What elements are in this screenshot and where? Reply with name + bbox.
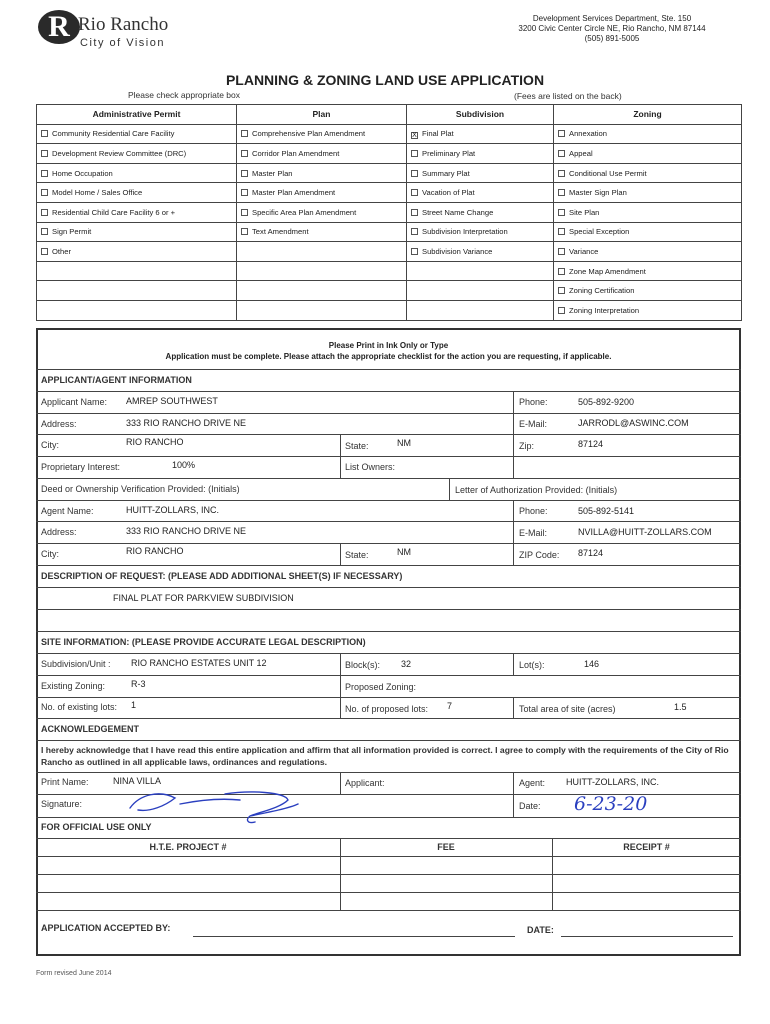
checkbox[interactable] <box>558 209 565 216</box>
agent-city-field[interactable]: RIO RANCHO <box>126 546 184 556</box>
checkbox-label: Subdivision Interpretation <box>422 227 508 237</box>
deed-label: Deed or Ownership Verification Provided: (Initials) <box>41 484 240 494</box>
checkbox-label: Summary Plat <box>422 168 470 178</box>
category-cell[interactable] <box>37 242 237 262</box>
official-col-fee: FEE <box>437 842 455 852</box>
checkbox[interactable] <box>411 248 418 255</box>
category-cell[interactable] <box>554 261 742 281</box>
checkbox[interactable]: X <box>412 131 417 139</box>
checkbox[interactable] <box>41 209 48 216</box>
checkbox[interactable] <box>41 170 48 177</box>
checkbox[interactable] <box>558 150 565 157</box>
category-cell[interactable] <box>37 183 237 203</box>
category-cell[interactable] <box>237 163 407 183</box>
accepted-date-line[interactable] <box>561 936 733 937</box>
agent-city-label: City: <box>41 549 59 559</box>
category-header: Zoning <box>554 105 742 125</box>
subdivision-label: Subdivision/Unit : <box>41 659 111 669</box>
check-note: Please check appropriate box <box>128 90 240 100</box>
checkbox-label: Vacation of Plat <box>422 188 475 198</box>
category-cell[interactable] <box>37 202 237 222</box>
letter-label: Letter of Authorization Provided: (Initials) <box>455 485 618 495</box>
checkbox[interactable] <box>241 170 248 177</box>
official-col-project: H.T.E. PROJECT # <box>149 842 227 852</box>
checkbox[interactable] <box>411 228 418 235</box>
applicant-email-field[interactable]: JARRODL@ASWINC.COM <box>578 418 689 428</box>
category-row <box>37 242 742 262</box>
category-cell <box>407 300 554 320</box>
category-cell[interactable] <box>237 202 407 222</box>
official-col-receipt: RECEIPT # <box>623 842 670 852</box>
agent-state-label: State: <box>345 550 369 560</box>
proposed-lots-label: No. of proposed lots: <box>345 704 429 714</box>
checkbox-label: Master Plan Amendment <box>252 188 336 198</box>
official-header: FOR OFFICIAL USE ONLY <box>41 822 152 832</box>
category-row <box>37 183 742 203</box>
checkbox[interactable] <box>558 248 565 255</box>
checkbox-label: Zoning Interpretation <box>569 305 640 315</box>
checkbox-label: Master Plan <box>252 168 293 178</box>
category-cell[interactable] <box>237 124 407 144</box>
agent-state-field[interactable]: NM <box>397 547 411 557</box>
agent-address-field[interactable]: 333 RIO RANCHO DRIVE NE <box>126 526 247 536</box>
category-cell <box>237 281 407 301</box>
checkbox-label: Sign Permit <box>52 227 92 237</box>
accepted-by-label: APPLICATION ACCEPTED BY: <box>41 923 171 933</box>
checkbox[interactable] <box>558 228 565 235</box>
category-row <box>37 202 742 222</box>
date-label: Date: <box>519 801 541 811</box>
agent-email-field[interactable]: NVILLA@HUITT-ZOLLARS.COM <box>578 527 712 537</box>
applicant-city-field[interactable]: RIO RANCHO <box>126 437 184 447</box>
proposed-lots-field[interactable]: 7 <box>447 701 453 711</box>
checkbox[interactable] <box>41 228 48 235</box>
print-name-field[interactable]: NINA VILLA <box>113 776 162 786</box>
date-field[interactable]: 6-23-20 <box>574 793 648 815</box>
category-cell[interactable] <box>37 163 237 183</box>
applicant-address-label: Address: <box>41 419 77 429</box>
category-cell[interactable] <box>554 202 742 222</box>
category-cell[interactable] <box>554 281 742 301</box>
checkbox-label: Preliminary Plat <box>422 148 476 158</box>
checkbox[interactable] <box>411 150 418 157</box>
checkbox[interactable] <box>558 189 565 196</box>
proposed-zoning-label: Proposed Zoning: <box>345 682 417 692</box>
checkbox[interactable] <box>41 130 48 137</box>
applicant-email-label: E-Mail: <box>519 419 548 429</box>
category-header: Plan <box>237 105 407 125</box>
print-name-label: Print Name: <box>41 777 89 787</box>
logo-name: Rio Rancho <box>78 14 169 35</box>
checkbox-label: Home Occupation <box>52 168 113 178</box>
description-header: DESCRIPTION OF REQUEST: (PLEASE ADD ADDITIONAL SHEET(S) IF NECESSARY) <box>41 571 403 581</box>
category-cell[interactable] <box>554 144 742 164</box>
checkbox-label: Final Plat <box>422 128 454 138</box>
subdivision-field[interactable]: RIO RANCHO ESTATES UNIT 12 <box>131 658 267 668</box>
page-title: PLANNING & ZONING LAND USE APPLICATION <box>225 72 545 88</box>
ack-text: I hereby acknowledge that I have read this entire application and affirm that all information provided is correct. I agree to comply with the requirements of the City of Rio Rancho as outlined in all applicable laws, ordinances and regulations. <box>41 745 729 767</box>
agent-phone-field[interactable]: 505-892-5141 <box>578 506 635 516</box>
checkbox-label: Zone Map Amendment <box>569 266 646 276</box>
category-row <box>37 163 742 183</box>
applicant-phone-field[interactable]: 505-892-9200 <box>578 397 635 407</box>
category-row <box>37 222 742 242</box>
checkbox[interactable] <box>241 130 248 137</box>
category-cell[interactable] <box>407 202 554 222</box>
category-cell[interactable] <box>37 124 237 144</box>
signature-scribble[interactable] <box>120 786 320 826</box>
category-cell[interactable] <box>37 144 237 164</box>
category-cell[interactable] <box>237 183 407 203</box>
checkbox[interactable] <box>411 170 418 177</box>
category-cell[interactable] <box>407 163 554 183</box>
owners-label: List Owners: <box>345 462 396 472</box>
category-header: Subdivision <box>407 105 554 125</box>
agent-address-label: Address: <box>41 527 77 537</box>
category-row <box>37 281 742 301</box>
agent-label: Agent: <box>519 778 546 788</box>
checkbox-label: Variance <box>569 246 599 256</box>
lots-label: Lot(s): <box>519 660 545 670</box>
complete-instruction: Application must be complete. Please attach the appropriate checklist for the action you are requesting, if applicable. <box>165 352 612 361</box>
checkbox[interactable] <box>558 287 565 294</box>
lots-field[interactable]: 146 <box>584 659 600 669</box>
category-cell[interactable] <box>407 144 554 164</box>
category-row <box>37 124 742 144</box>
category-cell[interactable] <box>554 300 742 320</box>
applicant-name-field[interactable]: AMREP SOUTHWEST <box>126 396 218 406</box>
checkbox[interactable] <box>241 209 248 216</box>
blocks-label: Block(s): <box>345 660 381 670</box>
checkbox-label: Specific Area Plan Amendment <box>252 207 357 217</box>
blocks-field[interactable]: 32 <box>401 659 412 669</box>
checkbox-label: Zoning Certification <box>569 286 635 296</box>
category-cell[interactable] <box>407 242 554 262</box>
checkbox-label: Other <box>52 246 71 256</box>
checkbox-label: Site Plan <box>569 207 600 217</box>
logo-tagline: City of Vision <box>80 37 165 49</box>
category-cell[interactable] <box>407 124 554 144</box>
checkbox-label: Text Amendment <box>252 227 309 237</box>
checkbox-label: Corridor Plan Amendment <box>252 148 340 158</box>
area-label: Total area of site (acres) <box>519 704 616 714</box>
checkbox-label: Conditional Use Permit <box>569 168 647 178</box>
category-row <box>37 261 742 281</box>
applicant-zip-field[interactable]: 87124 <box>578 439 604 449</box>
category-cell[interactable] <box>554 183 742 203</box>
print-instruction: Please Print in Ink Only or Type <box>328 341 449 350</box>
category-cell <box>37 261 237 281</box>
dept-line-2: 3200 Civic Center Circle NE, Rio Rancho, NM 87144 <box>518 24 706 33</box>
agent-name-label: Agent Name: <box>41 506 94 516</box>
agent-name-sign-field[interactable]: HUITT-ZOLLARS, INC. <box>566 777 660 787</box>
applicant-phone-label: Phone: <box>519 397 548 407</box>
footer-revision: Form revised June 2014 <box>36 970 112 977</box>
checkbox[interactable] <box>241 189 248 196</box>
accepted-by-line[interactable] <box>193 936 515 937</box>
applicant-city-label: City: <box>41 440 59 450</box>
city-logo: R <box>38 10 80 44</box>
applicant-state-label: State: <box>345 441 369 451</box>
category-row <box>37 144 742 164</box>
category-cell[interactable] <box>237 144 407 164</box>
category-header: Administrative Permit <box>37 105 237 125</box>
checkbox[interactable] <box>241 150 248 157</box>
checkbox-label: Development Review Committee (DRC) <box>52 148 187 158</box>
checkbox[interactable] <box>41 189 48 196</box>
checkbox-label: Street Name Change <box>422 207 494 217</box>
agent-email-label: E-Mail: <box>519 528 548 538</box>
area-field[interactable]: 1.5 <box>674 702 687 712</box>
checkbox-label: Annexation <box>569 129 607 139</box>
checkbox-label: Comprehensive Plan Amendment <box>252 129 366 139</box>
applicant-name-label: Applicant Name: <box>41 397 108 407</box>
department-address <box>492 14 732 44</box>
dept-line-3: (505) 891-5005 <box>584 34 640 43</box>
checkbox-label: Model Home / Sales Office <box>52 188 143 198</box>
accepted-date-label: DATE: <box>527 925 554 935</box>
checkbox[interactable] <box>411 189 418 196</box>
checkbox-label: Subdivision Variance <box>422 246 493 256</box>
agent-zip-label: ZIP Code: <box>519 550 560 560</box>
interest-field[interactable]: 100% <box>172 460 196 470</box>
checkbox[interactable] <box>41 150 48 157</box>
checkbox-label: Special Exception <box>569 227 630 237</box>
existing-zoning-label: Existing Zoning: <box>41 681 106 691</box>
existing-lots-field[interactable]: 1 <box>131 700 137 710</box>
category-cell <box>237 300 407 320</box>
category-cell <box>407 281 554 301</box>
agent-phone-label: Phone: <box>519 506 548 516</box>
applicant-signature-label: Applicant: <box>345 778 385 788</box>
checkbox[interactable] <box>558 130 565 137</box>
signature-label: Signature: <box>41 799 83 809</box>
category-table <box>36 104 742 321</box>
applicant-address-field[interactable]: 333 RIO RANCHO DRIVE NE <box>126 418 247 428</box>
checkbox[interactable] <box>411 209 418 216</box>
checkbox-label: Residential Child Care Facility 6 or + <box>52 207 176 217</box>
applicant-zip-label: Zip: <box>519 441 535 451</box>
ack-header: ACKNOWLEDGEMENT <box>41 724 139 734</box>
existing-zoning-field[interactable]: R-3 <box>131 679 146 689</box>
existing-lots-label: No. of existing lots: <box>41 702 118 712</box>
checkbox[interactable] <box>558 170 565 177</box>
applicant-section-header: APPLICANT/AGENT INFORMATION <box>41 375 192 385</box>
category-cell[interactable] <box>554 222 742 242</box>
category-cell[interactable] <box>554 124 742 144</box>
checkbox-label: Appeal <box>569 148 593 158</box>
category-row <box>37 300 742 320</box>
checkbox-label: Community Residential Care Facility <box>52 129 175 139</box>
agent-zip-field[interactable]: 87124 <box>578 548 604 558</box>
category-cell <box>237 261 407 281</box>
category-cell[interactable] <box>407 222 554 242</box>
interest-label: Proprietary Interest: <box>41 462 121 472</box>
category-cell <box>37 300 237 320</box>
category-cell[interactable] <box>554 242 742 262</box>
checkbox[interactable] <box>558 268 565 275</box>
category-cell <box>237 242 407 262</box>
checkbox[interactable] <box>41 248 48 255</box>
fees-note: (Fees are listed on the back) <box>514 91 622 101</box>
agent-name-field[interactable]: HUITT-ZOLLARS, INC. <box>126 505 220 515</box>
checkbox[interactable] <box>558 307 565 314</box>
dept-line-1: Development Services Department, Ste. 150 <box>532 14 692 23</box>
category-cell[interactable] <box>237 222 407 242</box>
applicant-state-field[interactable]: NM <box>397 438 411 448</box>
category-cell[interactable] <box>407 183 554 203</box>
site-header: SITE INFORMATION: (PLEASE PROVIDE ACCURATE LEGAL DESCRIPTION) <box>41 637 366 647</box>
description-field[interactable]: FINAL PLAT FOR PARKVIEW SUBDIVISION <box>113 593 294 603</box>
checkbox[interactable] <box>241 228 248 235</box>
category-cell <box>37 281 237 301</box>
category-cell[interactable] <box>37 222 237 242</box>
category-cell <box>407 261 554 281</box>
checkbox-label: Master Sign Plan <box>569 188 627 198</box>
category-cell[interactable] <box>554 163 742 183</box>
